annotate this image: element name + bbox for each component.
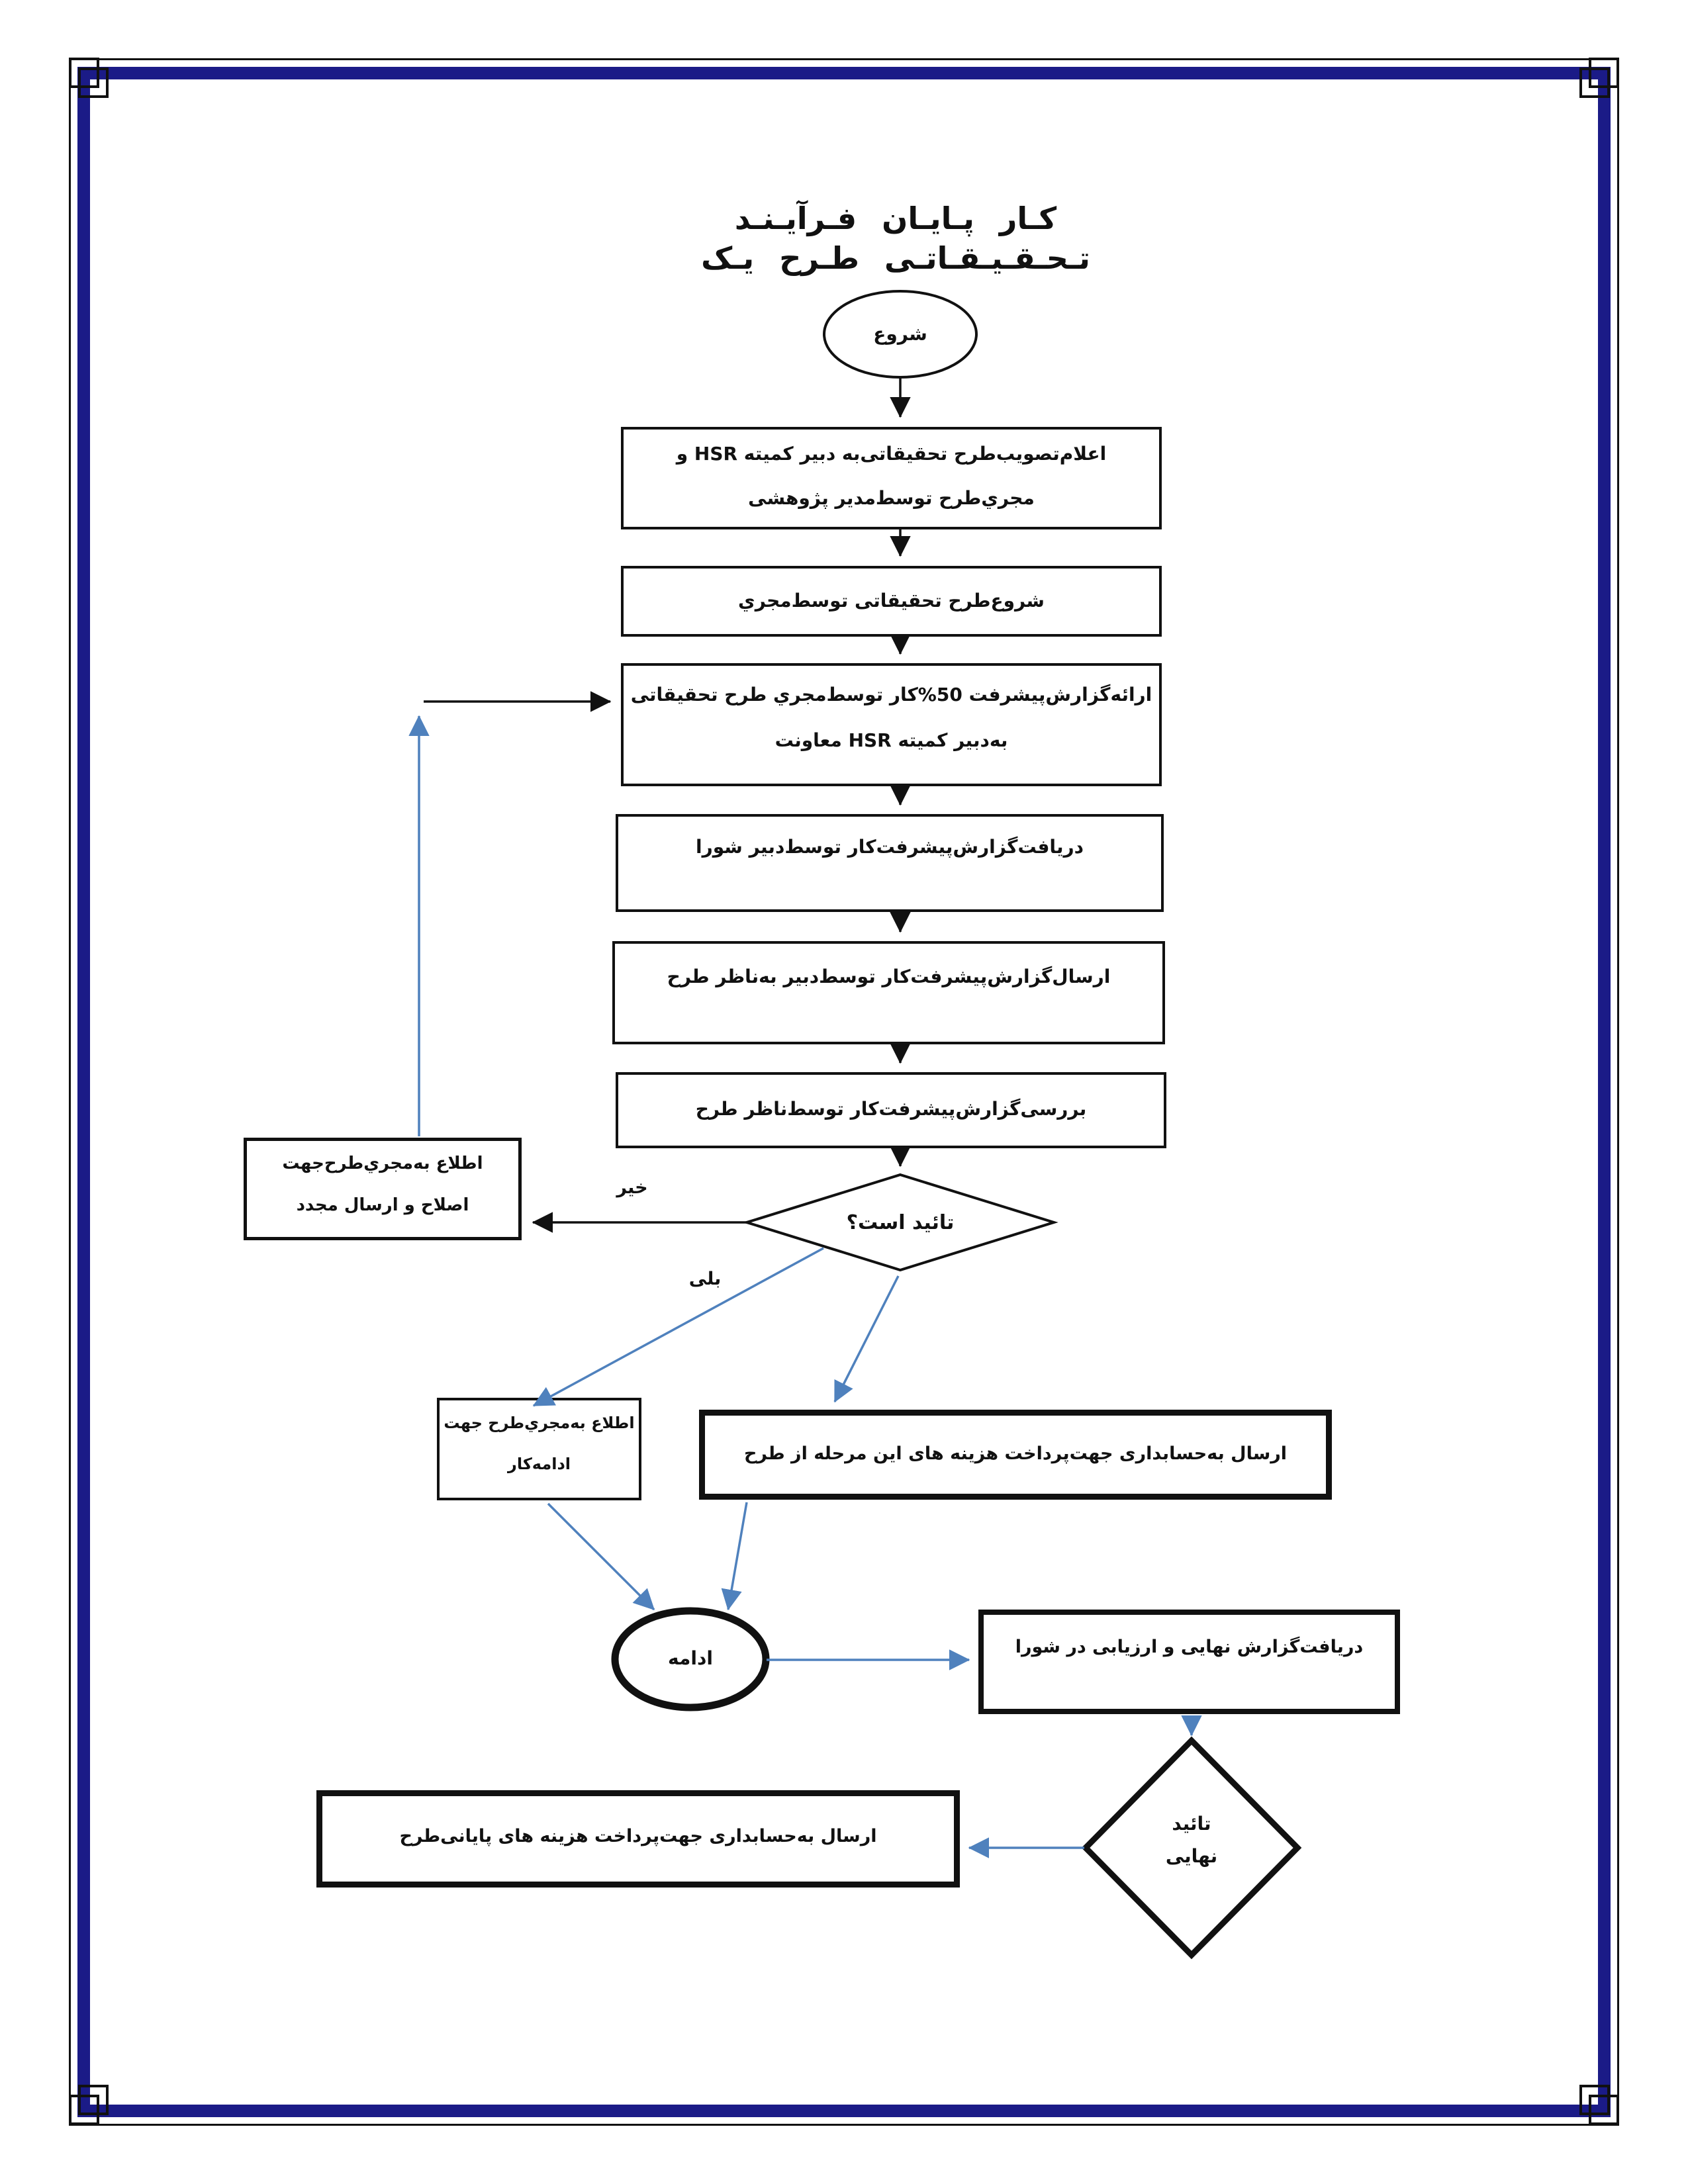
box5-text: ارسال‌گزارش‌پیشرفت‌کار توسط‌دبیر به‌ناظر طرح — [667, 966, 1111, 987]
notify-continue-text — [437, 1413, 641, 1474]
notify-fix-text — [244, 1153, 522, 1216]
box1-line1: اعلام‌تصویب‌طرح تحقیقاتی‌به دبیر کمیته HSR و — [676, 443, 1107, 465]
notify-fix-line2: اصلاح و ارسال مجدد — [296, 1195, 469, 1215]
yes-branch-label: بلی — [688, 1269, 722, 1289]
notify-continue-line2: ادامه‌کار — [508, 1455, 571, 1473]
box3-line2: به‌دبیر کمیته HSR معاونت — [774, 729, 1008, 751]
arrow-accounting-to-circle — [728, 1502, 747, 1610]
box4-text: دریافت‌گزارش‌پیشرفت‌کار توسط‌دبیر شورا — [696, 836, 1084, 858]
box3-line1: ارائه‌گزارش‌پیشرفت 50%کار توسط‌مجري طرح تحقیقاتی — [630, 684, 1152, 705]
page-title-line2: تـحـقـیـقـاتـی طـرح یـک — [701, 240, 1090, 276]
notify-fix-line1: اطلاع به‌مجري‌طرح‌جهت — [282, 1154, 483, 1173]
decision2-line2: نهایی — [1165, 1845, 1218, 1867]
box1-text — [621, 442, 1162, 510]
page-title-line1: کـار پـایـان فـرآیـنـد — [734, 201, 1057, 236]
box6-text: بررسی‌گزارش‌پیشرفت‌کار توسط‌ناظر طرح — [695, 1098, 1087, 1120]
accounting-stage-text: ارسال به‌حسابداری جهت‌پرداخت هزینه های این مرحله از طرح — [743, 1443, 1288, 1464]
decision2-line1: تائید — [1172, 1813, 1211, 1835]
decision1-text: تائید است؟ — [846, 1211, 955, 1234]
final-report-text: دریافت‌گزارش نهایی و ارزیابی در شورا — [1015, 1637, 1364, 1657]
notify-continue-line1: اطلاع به‌مجري‌طرح جهت — [444, 1414, 635, 1432]
box2-text: شروع‌طرح تحقیقاتی توسط‌مجري — [738, 590, 1045, 612]
page-title — [631, 199, 1160, 278]
arrow-yes-to-accounting-stage — [835, 1276, 898, 1402]
start-label: شروع — [873, 323, 927, 345]
arrow-notifycontinue-to-circle — [548, 1504, 654, 1610]
continue-label: ادامه — [668, 1647, 713, 1669]
box3-text — [621, 683, 1162, 752]
accounting-final-text: ارسال به‌حسابداری جهت‌پرداخت هزینه های پایانی‌طرح — [399, 1826, 877, 1846]
no-branch-label: خیر — [616, 1177, 648, 1198]
box1-line2: مجري‌طرح توسط‌مدیر پژوهشی — [748, 487, 1035, 509]
decision2-text — [1099, 1812, 1284, 1868]
